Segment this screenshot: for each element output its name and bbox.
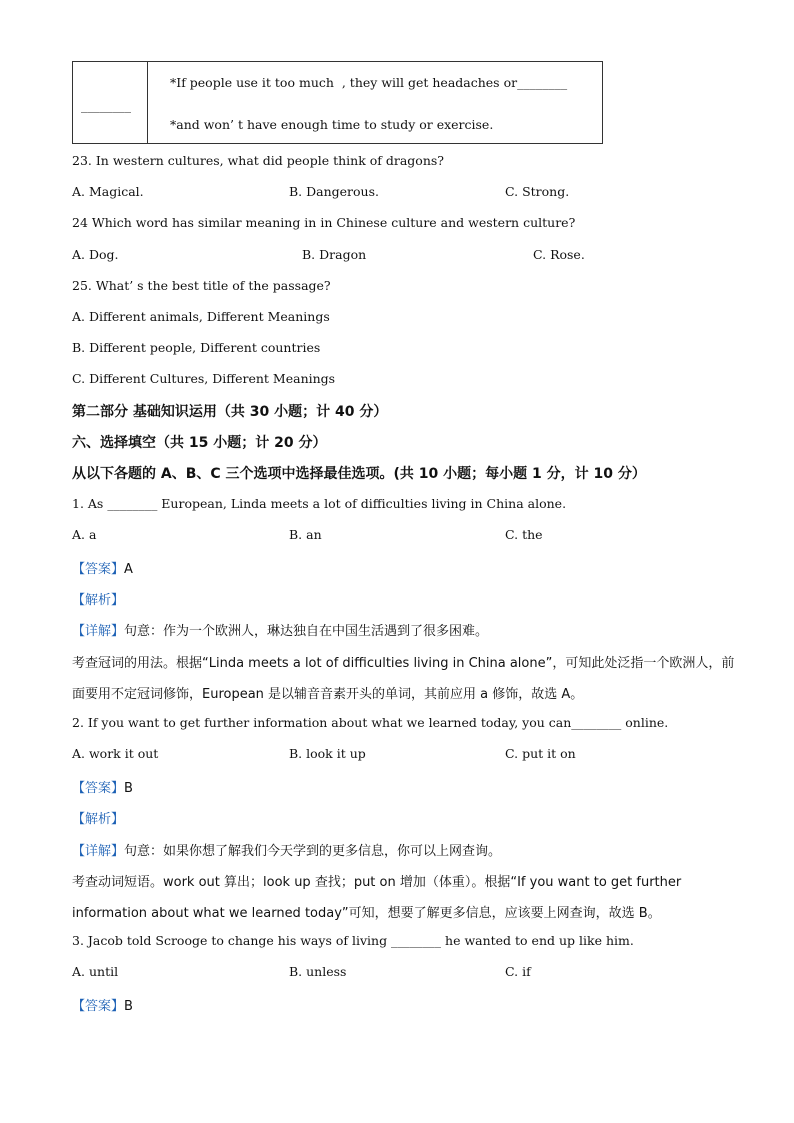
q1-stem: 1. As ________ European, Linda meets a lot of difficulties living in China alone.	[72, 496, 567, 511]
q2-explanation-2: information about what we learned today”可知，想要了解更多信息，应该要上网查询，故选 B。	[72, 906, 661, 921]
q2-answer-value: B	[124, 781, 133, 796]
q3-answer	[72, 995, 133, 1014]
q25-option-b: B. Different people, Different countries	[72, 340, 321, 355]
q3-stem: 3. Jacob told Scrooge to change his ways of living ________ he wanted to end up like him.	[72, 933, 634, 948]
table-left-blank: ________	[81, 98, 131, 113]
q25-option-c: C. Different Cultures, Different Meanings	[72, 371, 336, 386]
answer-label: 【答案】	[72, 562, 125, 577]
q1-answer	[72, 558, 133, 577]
instruction-heading: 从以下各题的 A、B、C 三个选项中选择最佳选项。(共 10 小题；每小题 1 分，计 10 分）	[72, 466, 646, 482]
detail-label: 【详解】	[72, 624, 125, 639]
answer-label: 【答案】	[72, 781, 125, 796]
section6-heading: 六、选择填空（共 15 小题；计 20 分）	[72, 435, 327, 451]
q1-option-a: A. a	[72, 527, 97, 542]
detail-label: 【详解】	[72, 844, 125, 859]
table-line-1	[170, 75, 567, 90]
q3-option-b: B. unless	[289, 964, 347, 979]
table-line-1-blank: ________	[517, 75, 568, 90]
q1-analysis-label	[72, 589, 124, 608]
q2-option-b: B. look it up	[289, 746, 366, 761]
q2-option-a: A. work it out	[72, 746, 159, 761]
analysis-label: 【解析】	[72, 593, 125, 608]
q1-explanation-1: 考查冠词的用法。根据“Linda meets a lot of difficulties living in China alone”，可知此处泛指一个欧洲人，前	[72, 656, 735, 671]
q3-answer-value: B	[124, 999, 133, 1014]
q3-option-a: A. until	[72, 964, 119, 979]
table-line-1-text: *If people use it too much , they will get headaches or	[170, 75, 518, 90]
q1-detail	[72, 620, 488, 639]
q23-option-a: A. Magical.	[72, 184, 144, 199]
part2-heading: 第二部分 基础知识运用（共 30 小题；计 40 分）	[72, 404, 388, 420]
answer-label: 【答案】	[72, 999, 125, 1014]
q24-option-b: B. Dragon	[302, 247, 367, 262]
table-line-2: *and won’ t have enough time to study or exercise.	[170, 117, 494, 132]
q2-detail	[72, 840, 501, 859]
q23-option-c: C. Strong.	[505, 184, 570, 199]
q24-option-c: C. Rose.	[533, 247, 585, 262]
q2-analysis-label	[72, 808, 124, 827]
analysis-label: 【解析】	[72, 812, 125, 827]
q2-answer	[72, 777, 133, 796]
q24-stem: 24 Which word has similar meaning in in Chinese culture and western culture?	[72, 215, 576, 230]
q25-stem: 25. What’ s the best title of the passage?	[72, 278, 331, 293]
q1-detail-text: 句意：作为一个欧洲人，琳达独自在中国生活遇到了很多困难。	[124, 624, 489, 639]
q1-answer-value: A	[124, 562, 133, 577]
q1-option-c: C. the	[505, 527, 543, 542]
q1-option-b: B. an	[289, 527, 322, 542]
q3-option-c: C. if	[505, 964, 531, 979]
q2-detail-text: 句意：如果你想了解我们今天学到的更多信息，你可以上网查询。	[124, 844, 502, 859]
q2-option-c: C. put it on	[505, 746, 576, 761]
q1-explanation-2: 面要用不定冠词修饰，European 是以辅音音素开头的单词，其前应用 a 修饰，故选 A。	[72, 687, 584, 702]
table-divider	[147, 62, 148, 143]
q2-explanation-1: 考查动词短语。work out 算出；look up 查找；put on 增加（体重）。根据“If you want to get further	[72, 875, 682, 890]
q25-option-a: A. Different animals, Different Meanings	[72, 309, 330, 324]
q23-option-b: B. Dangerous.	[289, 184, 379, 199]
answer-table	[72, 61, 603, 144]
q23-stem: 23. In western cultures, what did people think of dragons?	[72, 153, 444, 168]
q2-stem: 2. If you want to get further information about what we learned today, you can________ online.	[72, 715, 669, 730]
q24-option-a: A. Dog.	[72, 247, 119, 262]
